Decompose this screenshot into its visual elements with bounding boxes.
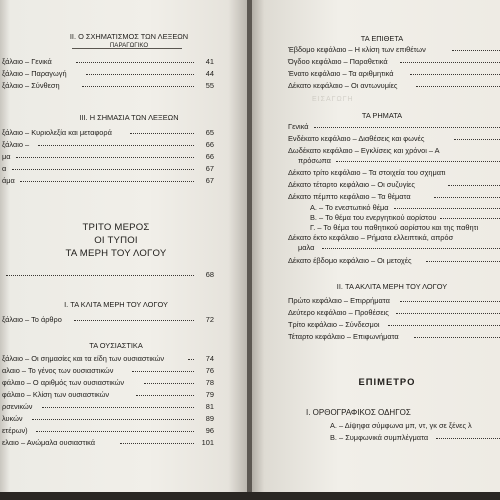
toc-entry-title: Δέκατο πέμπτο κεφάλαιο – Τα θέματα — [288, 192, 411, 201]
toc-entry-title: Α. – Δίψηφα σύμφωνα μπ, ντ, γκ σε ξένες λ — [330, 421, 472, 430]
toc-entry[interactable] — [2, 270, 214, 279]
epimetro-title: ΕΠΙΜΕΤΡΟ — [358, 376, 416, 387]
toc-entry[interactable] — [288, 134, 500, 143]
toc-entry-title: ξάλαιο – Σύνθεση — [2, 81, 60, 90]
toc-entry-page: 66 — [205, 140, 214, 149]
toc-entry[interactable] — [288, 81, 500, 90]
dot-leader — [336, 161, 500, 162]
background-edge — [0, 492, 500, 500]
toc-entry-title: ξάλαιο – Οι σημασίες και τα είδη των ουσιαστικών — [2, 354, 165, 363]
dot-leader — [136, 395, 194, 396]
dot-leader — [400, 301, 500, 302]
section1-heading: I. ΤΑ ΚΛΙΤΑ ΜΕΡΗ ΤΟΥ ΛΟΓΟΥ — [64, 300, 168, 309]
toc-entry[interactable] — [2, 378, 214, 387]
toc-entry-title: Γενικά — [288, 122, 309, 131]
toc-entry-title: Δωδέκατο κεφάλαιο – Εγκλίσεις και χρόνοι – Α — [288, 146, 440, 155]
adjectives-heading: ΤΑ ΕΠΙΘΕΤΑ — [360, 34, 404, 43]
toc-entry[interactable] — [2, 128, 214, 137]
section3-heading: III. Η ΣΗΜΑΣΙΑ ΤΩΝ ΛΕΞΕΩΝ — [79, 113, 179, 122]
dot-leader — [314, 127, 500, 128]
dot-leader — [86, 74, 194, 75]
toc-entry-page: 101 — [201, 438, 214, 447]
dot-leader — [74, 320, 194, 321]
toc-entry-title: Β. – Το θέμα του ενεργητικού αορίστου — [310, 213, 437, 222]
toc-entry[interactable] — [2, 426, 214, 435]
toc-entry-title: Ενδέκατο κεφάλαιο – Διαθέσεις και φωνές — [288, 134, 425, 143]
toc-subentry[interactable] — [330, 433, 500, 442]
toc-entry-title: αλαιο – Το γένος των ουσιαστικών — [2, 366, 114, 375]
toc-entry[interactable] — [2, 354, 214, 363]
toc-entry-title: Δέκατο κεφάλαιο – Οι αντωνυμίες — [288, 81, 398, 90]
toc-entry[interactable] — [288, 146, 500, 155]
bleed-through-text: ΕΙΣΑΓΩΓΗ — [312, 96, 354, 103]
toc-entry-page: 41 — [205, 57, 214, 66]
toc-entry[interactable] — [2, 402, 214, 411]
toc-entry-title: ετέρων) — [2, 426, 28, 435]
toc-entry[interactable] — [2, 315, 214, 324]
toc-entry-page: 78 — [205, 378, 214, 387]
toc-entry-title: Δέκατο τέταρτο κεφάλαιο – Οι συζυγίες — [288, 180, 415, 189]
dot-leader — [188, 359, 194, 360]
toc-entry[interactable] — [288, 296, 500, 305]
dot-leader — [388, 325, 500, 326]
toc-entry-title: Τέταρτο κεφάλαιο – Επιφωνήματα — [288, 332, 399, 341]
dot-leader — [440, 218, 500, 219]
toc-entry-page: 55 — [205, 81, 214, 90]
dot-leader — [400, 62, 500, 63]
toc-entry-title: πρόσωπα — [298, 156, 331, 165]
toc-entry-title: Δέκατο έβδομο κεφάλαιο – Οι μετοχές — [288, 256, 412, 265]
toc-entry-page: 76 — [205, 366, 214, 375]
right-page — [252, 0, 500, 500]
toc-entry-title: άμα — [2, 176, 15, 185]
dot-leader — [394, 208, 500, 209]
toc-entry[interactable] — [288, 122, 500, 131]
toc-entry[interactable] — [2, 57, 214, 66]
toc-entry-title: ξάλαιο – Το άρθρο — [2, 315, 62, 324]
toc-entry-title: Τρίτο κεφάλαιο – Σύνδεσμοι — [288, 320, 380, 329]
toc-entry[interactable] — [288, 180, 500, 189]
dot-leader — [410, 74, 500, 75]
dot-leader — [414, 337, 500, 338]
dot-leader — [16, 157, 194, 158]
toc-entry-page: 67 — [205, 176, 214, 185]
toc-entry[interactable] — [288, 45, 500, 54]
dot-leader — [434, 197, 500, 198]
toc-entry[interactable] — [2, 390, 214, 399]
dot-leader — [76, 62, 194, 63]
toc-entry-title: φάλαιο – Ο αριθμός των ουσιαστικών — [2, 378, 125, 387]
toc-entry-title: Πρώτο κεφάλαιο – Επιρρήματα — [288, 296, 390, 305]
section2-subheading: ΠΑΡΑΓΩΓΙΚΟ — [109, 42, 149, 49]
dot-leader — [396, 313, 500, 314]
toc-entry[interactable] — [2, 140, 214, 149]
toc-entry[interactable] — [288, 332, 500, 341]
divider-rule — [72, 48, 182, 49]
dot-leader — [416, 86, 500, 87]
toc-entry-title: Όγδοο κεφάλαιο – Παραθετικά — [288, 57, 388, 66]
dot-leader — [144, 383, 194, 384]
toc-entry-page: 67 — [205, 164, 214, 173]
part3-subtitle-2: ΤΑ ΜΕΡΗ ΤΟΥ ΛΟΓΟΥ — [65, 248, 167, 259]
toc-entry-title: ξάλαιο – Παραγωγή — [2, 69, 67, 78]
dot-leader — [454, 139, 500, 140]
toc-entry[interactable] — [2, 366, 214, 375]
toc-entry-title: λυκών — [2, 414, 23, 423]
toc-entry[interactable] — [2, 414, 214, 423]
toc-entry-page: 89 — [205, 414, 214, 423]
toc-entry-page: 79 — [205, 390, 214, 399]
toc-entry-title: α — [2, 164, 7, 173]
toc-entry-title: Δεύτερο κεφάλαιο – Προθέσεις — [288, 308, 389, 317]
dot-leader — [130, 133, 194, 134]
toc-entry[interactable] — [288, 69, 500, 78]
dot-leader — [20, 181, 194, 182]
toc-entry-page: 66 — [205, 152, 214, 161]
toc-entry-title: Α. – Το ενεστωτικό θέμα — [310, 203, 389, 212]
toc-entry-continuation — [298, 243, 500, 252]
toc-entry-title: Δέκατο τρίτο κεφάλαιο – Τα στοιχεία του σχηματι — [288, 168, 446, 177]
toc-entry-page: 72 — [205, 315, 214, 324]
toc-entry[interactable] — [2, 438, 214, 447]
toc-entry[interactable] — [2, 69, 214, 78]
toc-subentry[interactable] — [310, 203, 500, 212]
toc-entry-title: μα — [2, 152, 11, 161]
verbs-heading: ΤΑ ΡΗΜΑΤΑ — [361, 111, 403, 120]
toc-entry[interactable] — [2, 152, 214, 161]
dot-leader — [12, 169, 194, 170]
toc-entry[interactable] — [2, 164, 214, 173]
dot-leader — [38, 145, 194, 146]
uninflected-heading: II. ΤΑ ΑΚΛΙΤΑ ΜΕΡΗ ΤΟΥ ΛΟΓΟΥ — [336, 282, 448, 291]
toc-entry[interactable] — [2, 176, 214, 185]
toc-entry[interactable] — [288, 192, 500, 201]
dot-leader — [120, 443, 194, 444]
left-page — [0, 0, 248, 500]
part3-subtitle: ΟΙ ΤΥΠΟΙ — [94, 235, 138, 246]
dot-leader — [322, 248, 500, 249]
toc-entry[interactable] — [288, 320, 500, 329]
toc-entry-page: 65 — [205, 128, 214, 137]
toc-entry[interactable] — [288, 256, 500, 265]
toc-entry-page: 74 — [205, 354, 214, 363]
toc-entry-title: ξάλαιο – Κυριολεξία και μεταφορά — [2, 128, 112, 137]
toc-subentry[interactable] — [310, 213, 500, 222]
toc-entry-title: Δέκατο έκτο κεφάλαιο – Ρήματα ελλειπτικά, απρόσ — [288, 233, 454, 242]
dot-leader — [436, 438, 500, 439]
dot-leader — [426, 261, 500, 262]
dot-leader — [452, 50, 500, 51]
toc-entry-title: ξάλαιο – — [2, 140, 30, 149]
toc-entry-page: 96 — [205, 426, 214, 435]
dot-leader — [448, 185, 500, 186]
dot-leader — [32, 419, 194, 420]
toc-entry-title: Γ. – Το θέμα του παθητικού αορίστου και της παθητι — [310, 223, 479, 232]
toc-entry-title: Έβδομο κεφάλαιο – Η κλίση των επιθέτων — [288, 45, 426, 54]
toc-entry-page: 81 — [205, 402, 214, 411]
toc-entry-title: μαλα — [298, 243, 315, 252]
toc-subentry[interactable] — [330, 421, 500, 430]
toc-entry-continuation — [298, 156, 500, 165]
toc-entry-page: 44 — [205, 69, 214, 78]
dot-leader — [36, 431, 194, 432]
part3-title: ΤΡΙΤΟ ΜΕΡΟΣ — [82, 222, 150, 233]
section2-heading: II. Ο ΣΧΗΜΑΤΙΣΜΟΣ ΤΩΝ ΛΕΞΕΩΝ — [69, 32, 189, 41]
toc-entry-page: 68 — [205, 270, 214, 279]
toc-entry[interactable] — [288, 233, 500, 242]
toc-entry-title: ελαιο – Ανώμαλα ουσιαστικά — [2, 438, 96, 447]
toc-entry[interactable] — [288, 308, 500, 317]
toc-entry-title: φάλαιο – Κλίση των ουσιαστικών — [2, 390, 110, 399]
nouns-heading: ΤΑ ΟΥΣΙΑΣΤΙΚΑ — [89, 341, 143, 350]
toc-entry[interactable] — [288, 168, 500, 177]
toc-entry[interactable] — [2, 81, 214, 90]
toc-subentry[interactable] — [310, 223, 500, 232]
toc-entry-title: ρσενικών — [2, 402, 33, 411]
toc-entry-title: Ένατο κεφάλαιο – Τα αριθμητικά — [288, 69, 394, 78]
toc-entry-title: ξάλαιο – Γενικά — [2, 57, 52, 66]
dot-leader — [132, 371, 194, 372]
dot-leader — [6, 275, 194, 276]
toc-entry-title: Β. – Συμφωνικά συμπλέγματα — [330, 433, 429, 442]
dot-leader — [42, 407, 194, 408]
dot-leader — [82, 86, 194, 87]
toc-entry[interactable] — [288, 57, 500, 66]
orthography-heading: I. ΟΡΘΟΓΡΑΦΙΚΟΣ ΟΔΗΓΟΣ — [306, 408, 411, 417]
